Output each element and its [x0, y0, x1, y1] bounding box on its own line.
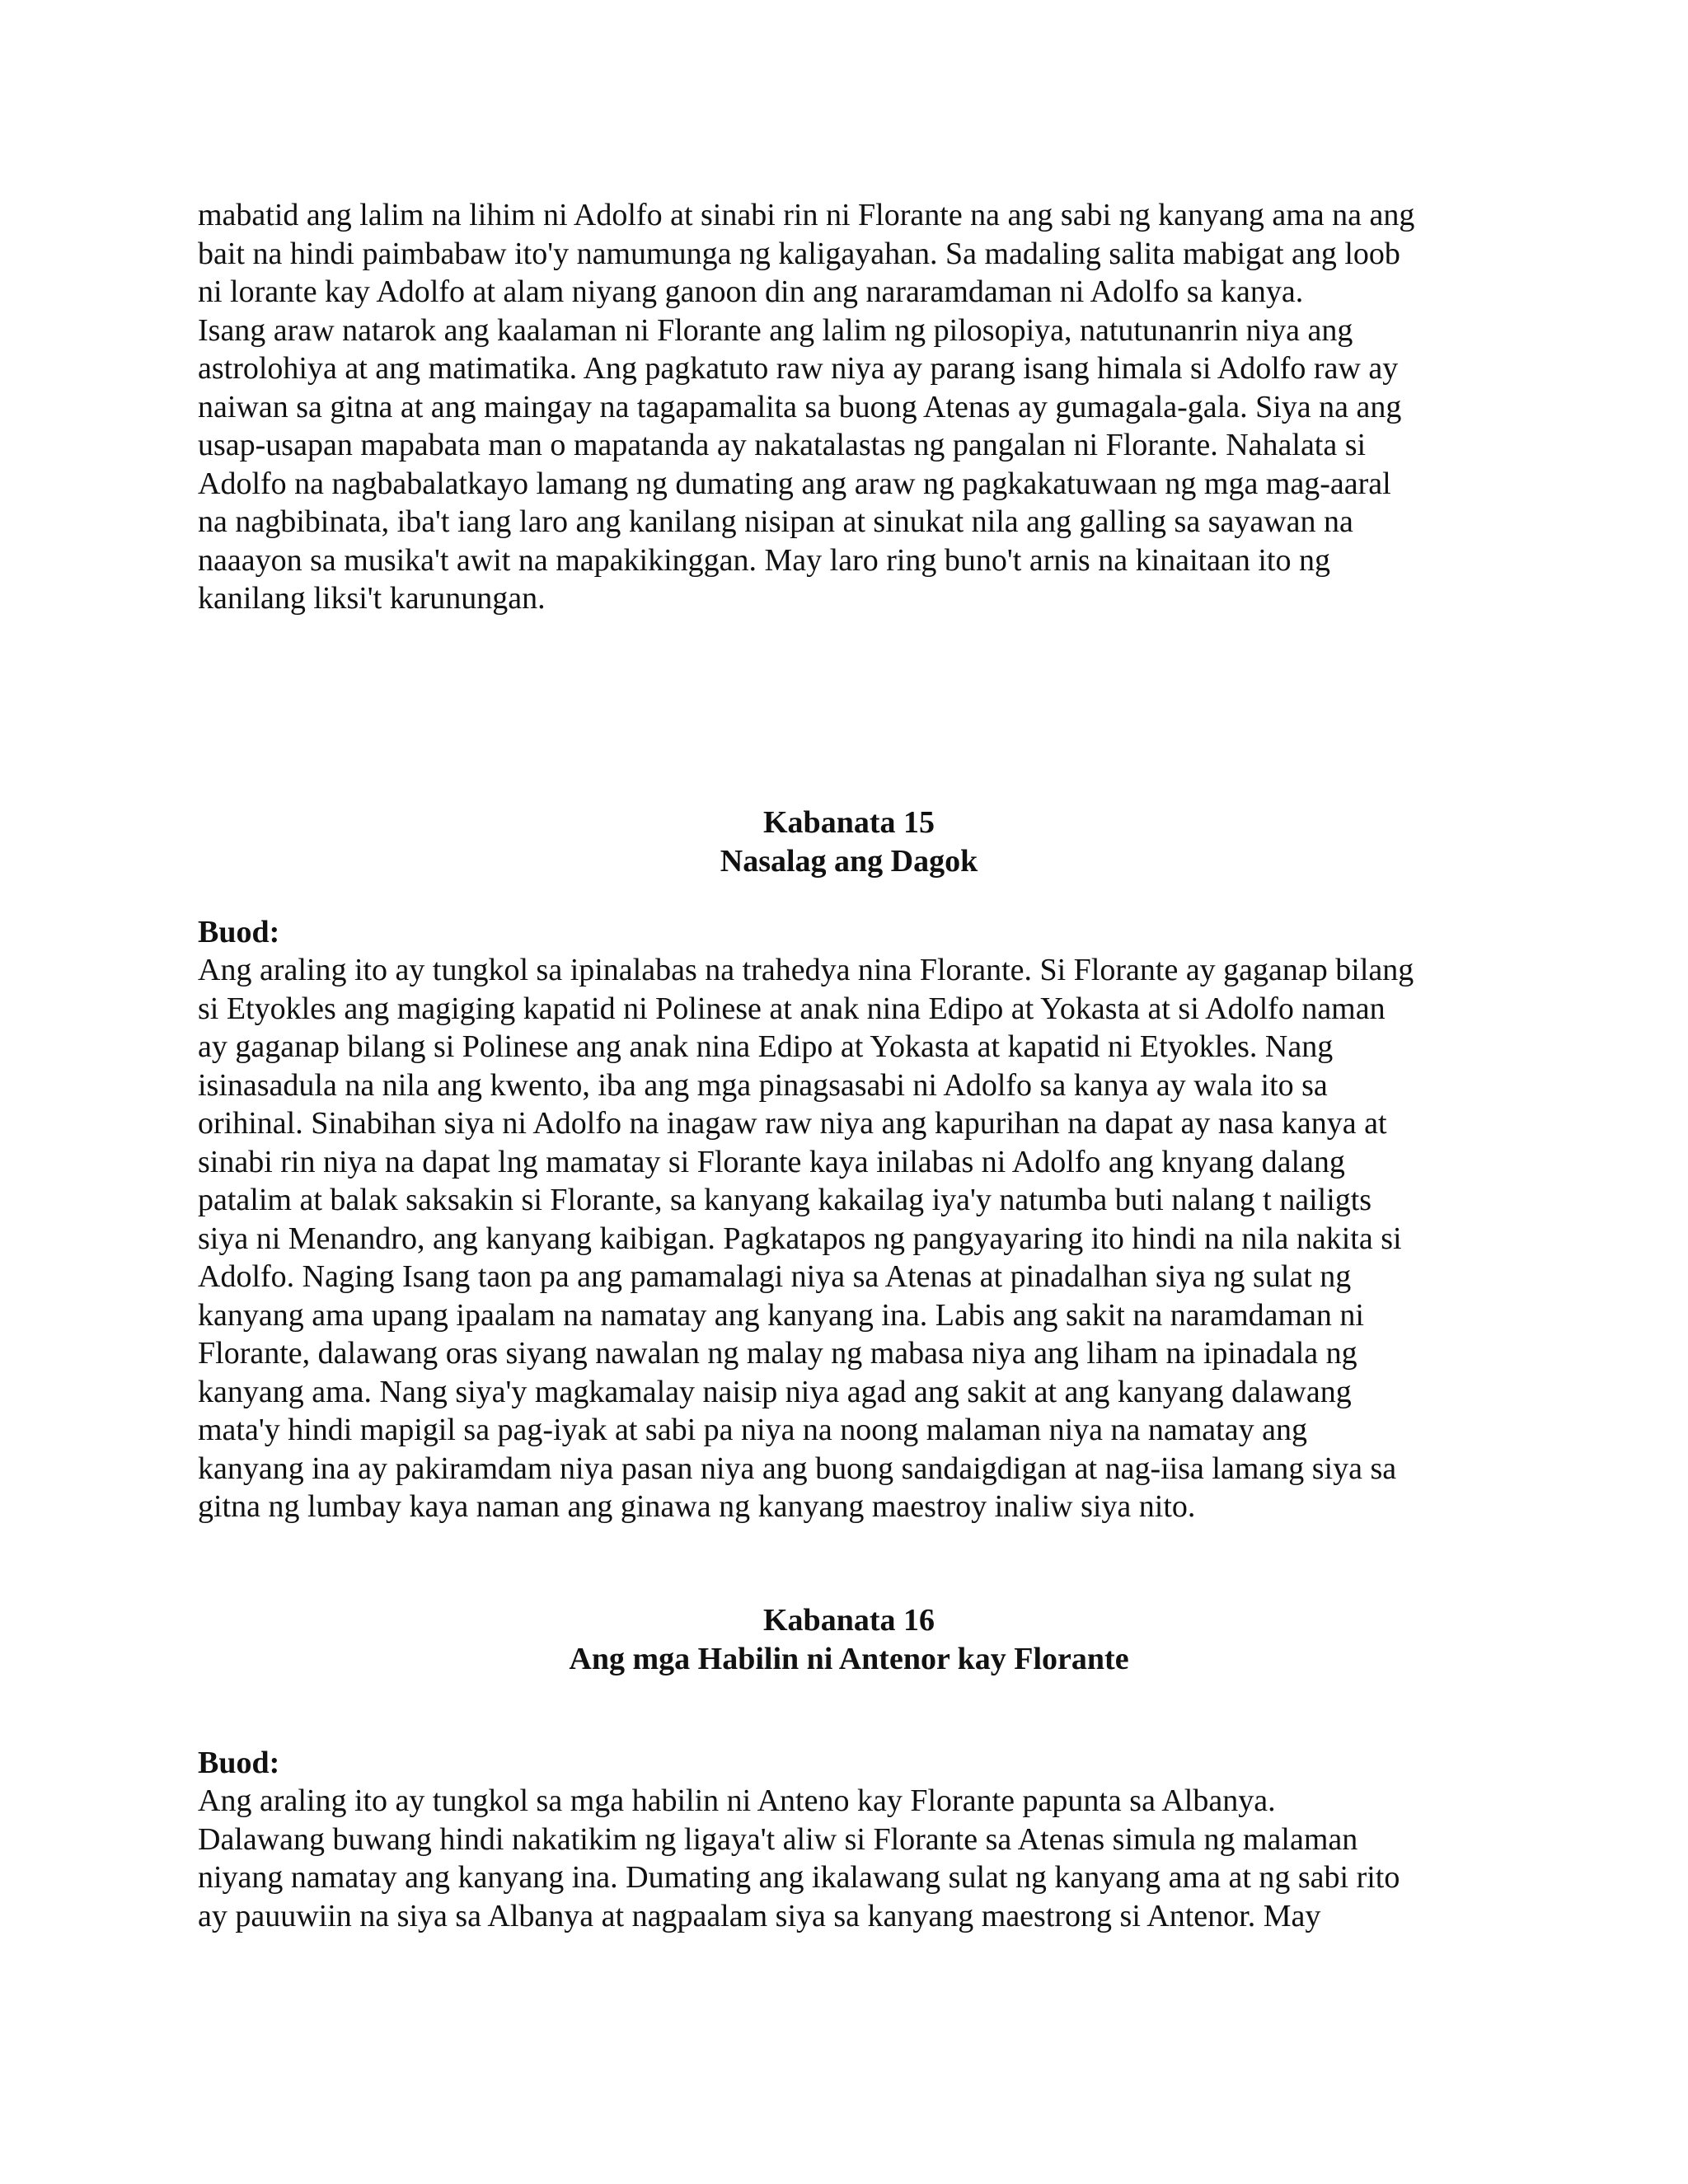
buod-label: Buod:: [198, 915, 280, 949]
chapter-15-heading: [198, 804, 1500, 880]
buod-label: Buod:: [198, 1746, 280, 1780]
text-line: isinasadula na nila ang kwento, iba ang mga pinagsasabi ni Adolfo sa kanya ay wala ito sa: [198, 1067, 1328, 1103]
chapter-title: Nasalag ang Dagok: [720, 843, 978, 879]
text-line: siya ni Menandro, ang kanyang kaibigan. Pagkatapos ng pangyayaring ito hindi na nila nakita si: [198, 1221, 1402, 1256]
text-line: niyang namatay ang kanyang ina. Dumating ang ikalawang sulat ng kanyang ama at ng sabi rito: [198, 1860, 1400, 1895]
text-line: Isang araw natarok ang kaalaman ni Florante ang lalim ng pilosopiya, natutunanrin niya ang: [198, 312, 1353, 348]
intro-paragraph: [198, 196, 1414, 618]
chapter-16-summary: [198, 1782, 1400, 1935]
chapter-title: Ang mga Habilin ni Antenor kay Florante: [569, 1641, 1129, 1676]
text-line: ni lorante kay Adolfo at alam niyang ganoon din ang nararamdaman ni Adolfo sa kanya.: [198, 274, 1304, 309]
chapter-16-heading: [198, 1601, 1500, 1678]
text-line: gitna ng lumbay kaya naman ang ginawa ng kanyang maestroy inaliw siya nito.: [198, 1489, 1196, 1524]
text-line: sinabi rin niya na dapat lng mamatay si Florante kaya inilabas ni Adolfo ang knyang dalang: [198, 1144, 1345, 1179]
text-line: astrolohiya at ang matimatika. Ang pagkatuto raw niya ay parang isang himala si Adolfo raw ay: [198, 351, 1399, 386]
text-line: orihinal. Sinabihan siya ni Adolfo na inagaw raw niya ang kapurihan na dapat ay nasa kanya at: [198, 1106, 1387, 1141]
text-line: bait na hindi paimbabaw ito'y namumunga ng kaligayahan. Sa madaling salita mabigat ang loob: [198, 236, 1400, 271]
text-line: Adolfo na nagbabalatkayo lamang ng dumating ang araw ng pagkakatuwaan ng mga mag-aaral: [198, 466, 1391, 501]
text-line: Adolfo. Naging Isang taon pa ang pamamalagi niya sa Atenas at pinadalhan siya ng sulat ng: [198, 1259, 1352, 1294]
text-line: mabatid ang lalim na lihim ni Adolfo at sinabi rin ni Florante na ang sabi ng kanyang ama na ang: [198, 198, 1415, 232]
text-line: Florante, dalawang oras siyang nawalan ng malay ng mabasa niya ang liham na ipinadala ng: [198, 1336, 1357, 1371]
text-line: kanyang ama. Nang siya'y magkamalay naisip niya agad ang sakit at ang kanyang dalawang: [198, 1374, 1352, 1409]
chapter-number: Kabanata 16: [763, 1603, 935, 1638]
text-line: kanyang ama upang ipaalam na namatay ang kanyang ina. Labis ang sakit na naramdaman ni: [198, 1297, 1364, 1333]
text-line: si Etyokles ang magiging kapatid ni Polinese at anak nina Edipo at Yokasta at si Adolfo naman: [198, 991, 1386, 1026]
text-line: naaayon sa musika't awit na mapakikinggan. May laro ring buno't arnis na kinaitaan ito ng: [198, 542, 1330, 578]
text-line: Dalawang buwang hindi nakatikim ng ligaya't aliw si Florante sa Atenas simula ng malaman: [198, 1821, 1358, 1857]
text-line: ay gaganap bilang si Polinese ang anak nina Edipo at Yokasta at kapatid ni Etyokles. Nang: [198, 1029, 1334, 1064]
text-line: kanyang ina ay pakiramdam niya pasan niya ang buong sandaigdigan at nag-iisa lamang siya sa: [198, 1451, 1397, 1486]
text-line: Ang araling ito ay tungkol sa ipinalabas na trahedya nina Florante. Si Florante ay gaganap bilang: [198, 953, 1414, 987]
text-line: usap-usapan mapabata man o mapatanda ay nakatalastas ng pangalan ni Florante. Nahalata si: [198, 428, 1367, 462]
text-line: kanilang liksi't karunungan.: [198, 581, 546, 616]
chapter-15-summary: [198, 951, 1414, 1526]
text-line: na nagbibinata, iba't iang laro ang kanilang nisipan at sinukat nila ang galling sa sayawan na: [198, 504, 1353, 539]
chapter-number: Kabanata 15: [763, 805, 935, 840]
text-line: mata'y hindi mapigil sa pag-iyak at sabi pa niya na noong malaman niya na namatay ang: [198, 1413, 1307, 1447]
text-line: ay pauuwiin na siya sa Albanya at nagpaalam siya sa kanyang maestrong si Antenor. May: [198, 1898, 1321, 1933]
text-line: patalim at balak saksakin si Florante, sa kanyang kakailag iya'y natumba buti nalang t nailigts: [198, 1183, 1372, 1217]
text-line: naiwan sa gitna at ang maingay na tagapamalita sa buong Atenas ay gumagala-gala. Siya na ang: [198, 389, 1402, 424]
text-line: Ang araling ito ay tungkol sa mga habilin ni Anteno kay Florante papunta sa Albanya.: [198, 1783, 1276, 1818]
